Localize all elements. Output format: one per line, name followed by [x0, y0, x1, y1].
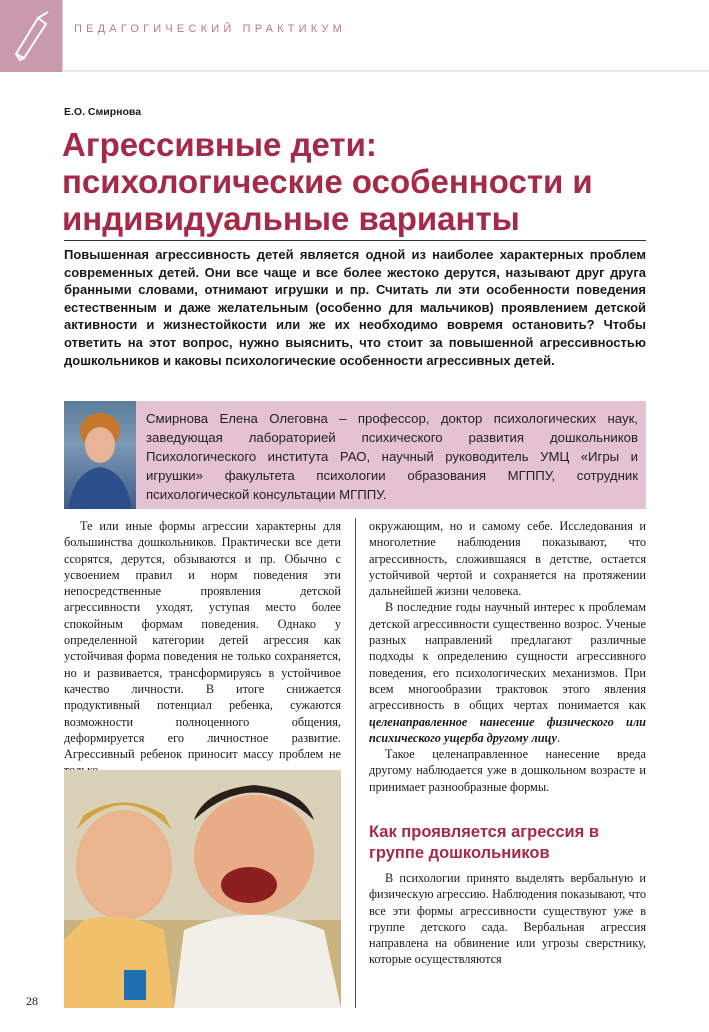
header-logo — [0, 0, 62, 72]
paragraph: окружающим, но и самому себе. Исследования и многолетние наблюдения показывают, что агрессивность, сложившаяся в детстве, остается устойчивой чертой и сохраняется на протяжении дальнейшей жизни человека. — [369, 519, 646, 599]
paragraph — [369, 599, 646, 746]
article-title: Агрессивные дети: психологические особенности и индивидуальные варианты — [62, 126, 593, 237]
paragraph-end: . — [557, 730, 561, 745]
paragraph-text: В последние годы научный интерес к проблемам детской агрессивности существенно возрос. Ученые разных направлений предлагают различные подходы к определению сущности агрессивного поведения, его психологических механизмов. При всем многообразии трактовок этого явления агрессивность в общих чертах понимается как — [369, 600, 646, 713]
author-bio-text: Смирнова Елена Олеговна – профессор, доктор психологических наук, заведующая лабораторией психического развития дошкольников Психологического института РАО, научный руководитель УМЦ «Игры и игрушки» факультета психологии образования МГППУ, сотрудник психологической консультации МГППУ. — [146, 411, 638, 502]
left-column — [64, 518, 341, 779]
article-lead: Повышенная агрессивность детей является одной из наиболее характерных проблем современных детей. Они все чаще и все более жестоко дерутся, называют друг друга бранными словами, отнимают игрушки и пр. Считать ли эти особенности поведения естественным и даже желательным (особенно для мальчиков) проявлением детской активности и жизнестойкости или же их необходимо вовремя остановить? Чтобы ответить на этот вопрос, нужно выяснить, что стоит за повышенной агрессивностью дошкольников и каковы психологические особенности агрессивных детей. — [64, 247, 646, 368]
column-divider — [355, 518, 356, 1008]
paragraph: Такое целенаправленное нанесение вреда другому наблюдается уже в дошкольном возрасте и принимает разнообразные формы. — [369, 747, 646, 794]
section-subheading: Как проявляется агрессия в группе дошкольников — [369, 823, 600, 862]
page-number: 28 — [26, 994, 38, 1008]
header-decoration — [62, 0, 709, 72]
title-rule — [64, 240, 646, 241]
article-author: Е.О. Смирнова — [64, 106, 142, 118]
author-photo — [64, 401, 136, 509]
pen-nib-icon — [8, 10, 54, 62]
definition-emphasis: целенаправленное нанесение физического или психического ущерба другому лицу — [369, 714, 646, 745]
author-bio-box — [64, 401, 646, 509]
right-column — [369, 518, 646, 795]
paragraph: В психологии принято выделять вербальную и физическую агрессию. Наблюдения показывают, что все эти формы агрессивности существуют уже в группе детского сада. Вербальная агрессия направлена на обвинение или угрозы сверстнику, которые осуществляются — [369, 871, 646, 967]
right-column-continued — [369, 870, 646, 968]
children-photo — [64, 770, 341, 1008]
paragraph: Те или иные формы агрессии характерны для большинства дошкольников. Практически все дети ссорятся, дерутся, обзываются и пр. Обычно с усвоением правил и норм поведения эти непосредственные проявления детской агрессивности уходят, уступая место более спокойным формам поведения. Однако у определенной категории детей агрессия как устойчивая форма поведения не только сохраняется, но и развивается, трансформируясь в устойчивое качество личности. В итоге снижается продуктивный потенциал ребенка, сужаются возможности полноценного общения, деформируется его личностное развитие. Агрессивный ребенок приносит массу проблем не — [64, 519, 341, 762]
section-title: ПЕДАГОГИЧЕСКИЙ ПРАКТИКУМ — [74, 23, 347, 35]
